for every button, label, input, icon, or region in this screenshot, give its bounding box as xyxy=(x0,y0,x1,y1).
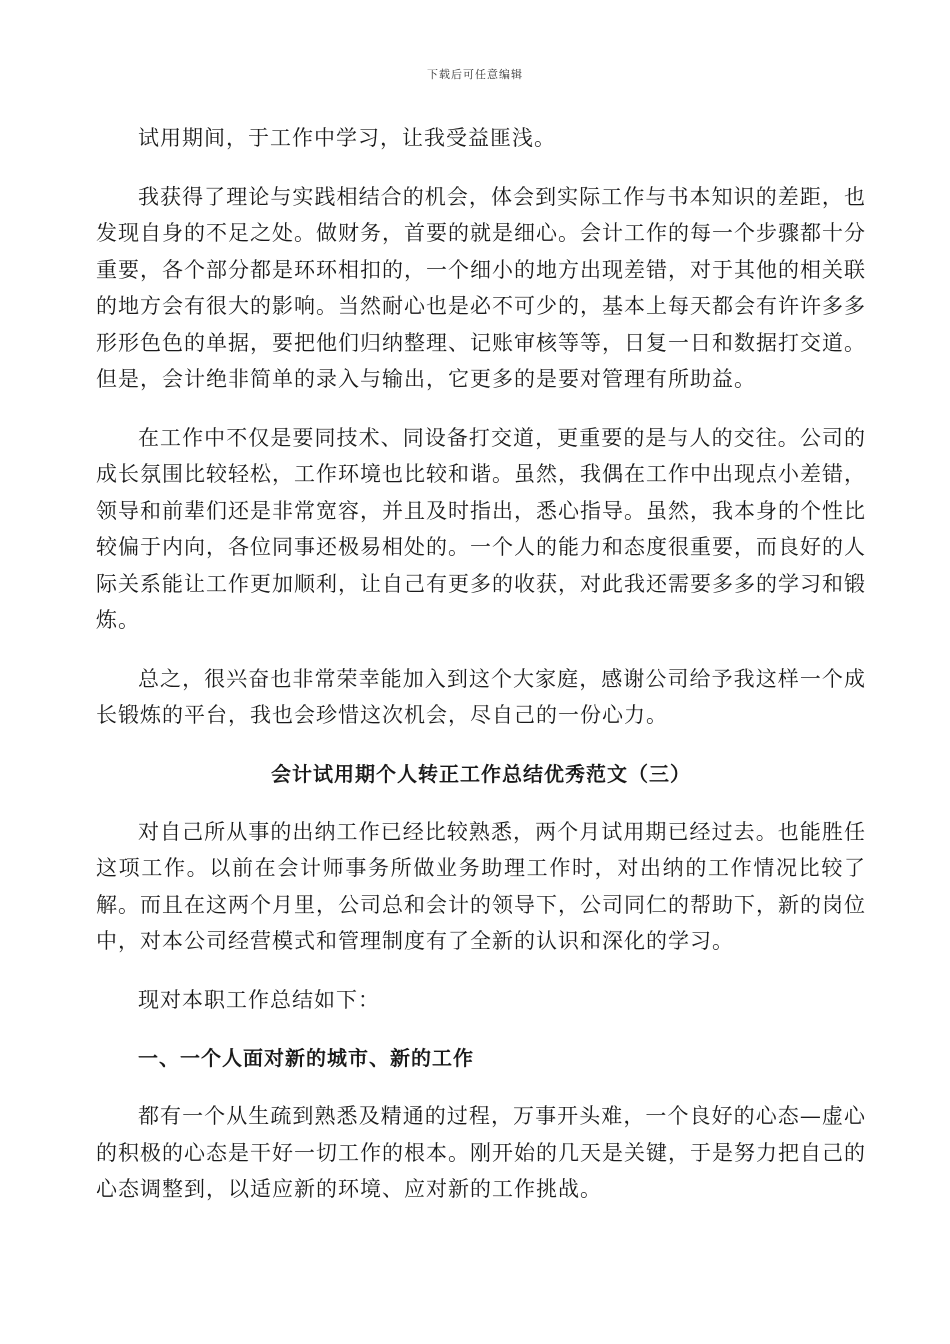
page-header-note: 下载后可任意编辑 xyxy=(427,68,523,81)
document-body xyxy=(96,120,866,1208)
section-title: 会计试用期个人转正工作总结优秀范文（三） xyxy=(271,761,691,786)
paragraph-4: 总之，很兴奋也非常荣幸能加入到这个大家庭，感谢公司给予我这样一个成长锻炼的平台，我也会珍惜这次机会，尽自己的一份心力。 xyxy=(96,666,866,727)
paragraph-7: 都有一个从生疏到熟悉及精通的过程，万事开头难，一个良好的心态—虚心的积极的心态是干好一切工作的根本。刚开始的几天是关键，于是努力把自己的心态调整到，以适应新的环境、应对新的工作挑战。 xyxy=(96,1104,866,1201)
paragraph-5: 对自己所从事的出纳工作已经比较熟悉，两个月试用期已经过去。也能胜任这项工作。以前在会计师事务所做业务助理工作时，对出纳的工作情况比较了解。而且在这两个月里，公司总和会计的领导下，公司同仁的帮助下，新的岗位中，对本公司经营模式和管理制度有了全新的认识和深化的学习。 xyxy=(96,819,866,953)
paragraph-1: 试用期间，于工作中学习，让我受益匪浅。 xyxy=(138,126,556,150)
subheading-1: 一、一个人面对新的城市、新的工作 xyxy=(138,1046,474,1070)
paragraph-2: 我获得了理论与实践相结合的机会，体会到实际工作与书本知识的差距，也发现自身的不足之处。做财务，首要的就是细心。会计工作的每一个步骤都十分重要，各个部分都是环环相扣的，一个细小的地方出现差错，对于其他的相关联的地方会有很大的影响。当然耐心也是必不可少的，基本上每天都会有许许多多形形色色的单据，要把他们归纳整理、记账审核等等，日复一日和数据打交道。但是，会计绝非简单的录入与输出，它更多的是要对管理有所助益。 xyxy=(96,184,866,391)
paragraph-6: 现对本职工作总结如下： xyxy=(138,987,380,1012)
paragraph-3: 在工作中不仅是要同技术、同设备打交道，更重要的是与人的交往。公司的成长氛围比较轻松，工作环境也比较和谐。虽然，我偶在工作中出现点小差错，领导和前辈们还是非常宽容，并且及时指出，悉心指导。虽然，我本身的个性比较偏于内向，各位同事还极易相处的。一个人的能力和态度很重要，而良好的人际关系能让工作更加顺利，让自己有更多的收获，对此我还需要多多的学习和锻炼。 xyxy=(96,425,866,632)
